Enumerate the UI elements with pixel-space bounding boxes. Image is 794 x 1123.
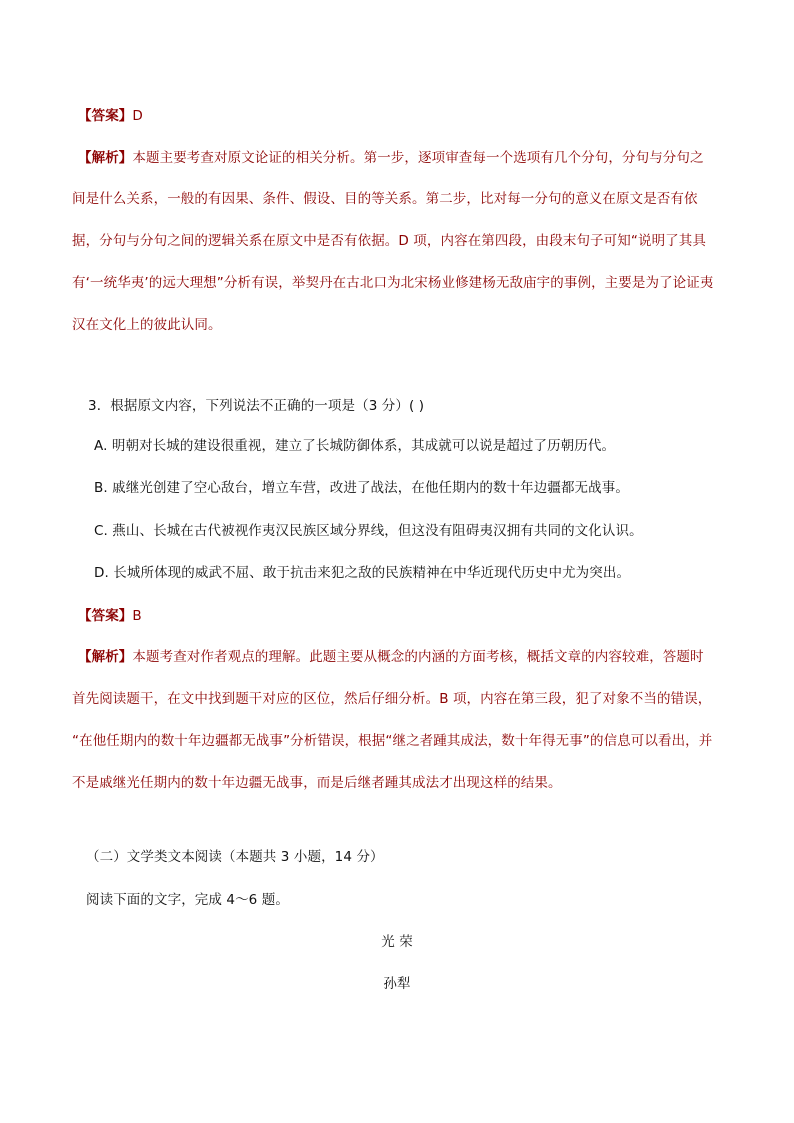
analysis-line-q3-4: 不是戚继光任期内的数十年边疆无战事，而是后继者踵其成法才出现这样的结果。 (72, 775, 562, 791)
question-3-option-d: D. 长城所体现的威武不屈、敢于抗击来犯之敌的民族精神在中华近现代历史中尤为突出。 (94, 565, 631, 581)
analysis-text: 本题考查对作者观点的理解。此题主要从概念的内涵的方面考核，概括文章的内容较难，答题时 (132, 649, 704, 665)
answer-value: D (132, 108, 143, 124)
question-3-option-a: A. 明朝对长城的建设很重视，建立了长城防御体系，其成就可以说是超过了历朝历代。 (94, 438, 616, 454)
answer-line-q2 (78, 106, 143, 126)
analysis-line-q2-5: 汉在文化上的彼此认同。 (72, 317, 222, 333)
answer-line-q3 (78, 606, 142, 626)
analysis-line-q3-2: 首先阅读题干，在文中找到题干对应的区位，然后仔细分析。B 项，内容在第三段，犯了对象不当的错误， (72, 691, 712, 707)
article-title: 光 荣 (381, 934, 413, 950)
article-author: 孙犁 (383, 976, 411, 992)
question-3-stem: 3．根据原文内容，下列说法不正确的一项是（3 分）( ) (88, 398, 425, 414)
analysis-line-q3-3: “在他任期内的数十年边疆都无战事”分析错误，根据“继之者踵其成法，数十年得无事”的信息可以看出，并 (72, 733, 713, 749)
analysis-text: 本题主要考查对原文论证的相关分析。第一步，逐项审查每一个选项有几个分句，分句与分句之 (132, 150, 704, 166)
answer-label: 【答案】 (78, 108, 133, 124)
section-heading: （二）文学类文本阅读（本题共 3 小题，14 分） (86, 849, 384, 865)
question-3-option-c: C. 燕山、长城在古代被视作夷汉民族区域分界线，但这没有阻碍夷汉拥有共同的文化认识。 (94, 523, 643, 539)
analysis-label: 【解析】 (78, 649, 133, 665)
analysis-line-q2-1 (78, 148, 704, 168)
analysis-label: 【解析】 (78, 150, 133, 166)
analysis-line-q2-2: 间是什么关系，一般的有因果、条件、假设、目的等关系。第二步，比对每一分句的意义在原文是否有依 (72, 191, 698, 207)
analysis-line-q3-1 (78, 647, 704, 667)
answer-label: 【答案】 (78, 608, 133, 624)
question-3-option-b: B. 戚继光创建了空心敌台，增立车营，改进了战法，在他任期内的数十年边疆都无战事。 (94, 480, 629, 496)
analysis-line-q2-3: 据，分句与分句之间的逻辑关系在原文中是否有依据。D 项，内容在第四段，由段末句子可知“说明了其具 (72, 233, 706, 249)
answer-value: B (132, 608, 142, 624)
section-instruction: 阅读下面的文字，完成 4～6 题。 (86, 892, 289, 908)
analysis-line-q2-4: 有‘一统华夷’的远大理想”分析有误，举契丹在古北口为北宋杨业修建杨无敌庙宇的事例，主要是为了论证夷 (72, 275, 714, 291)
